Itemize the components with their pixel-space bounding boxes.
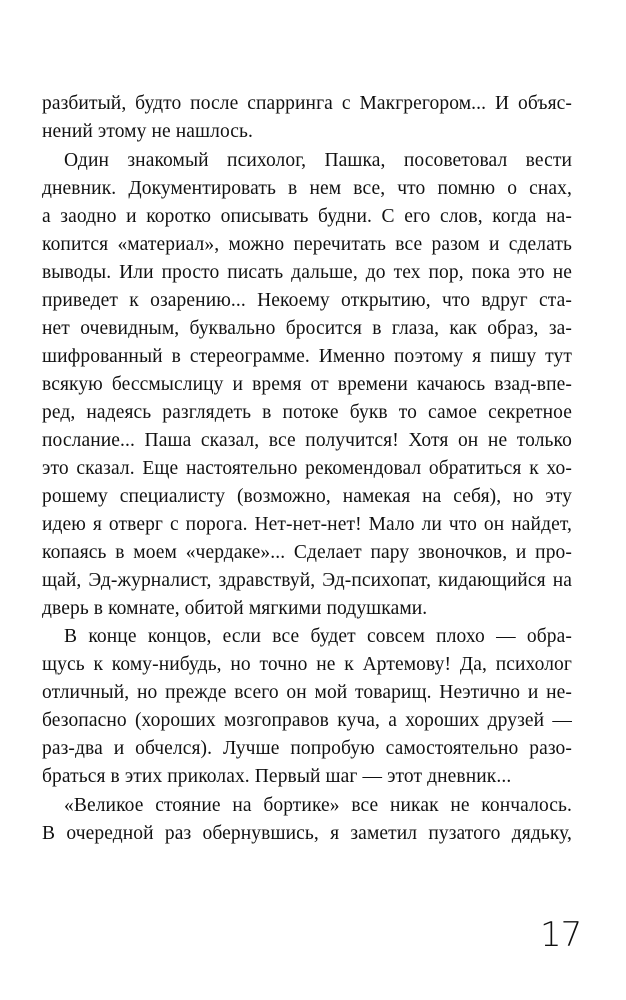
text-line: раз-два и обчелся). Лучше попробую самостоятельно разо-	[42, 738, 572, 759]
text-line: В конце концов, если все будет совсем плохо — обра-	[64, 626, 572, 647]
text-line: шифрованный в стереограмме. Именно поэтому я пишу тут	[42, 346, 572, 367]
text-line: В очередной раз обернувшись, я заметил пузатого дядьку,	[42, 823, 572, 844]
text-line: идею я отверг с порога. Нет-нет-нет! Мало ли что он найдет,	[42, 514, 572, 535]
page-number: 17	[540, 915, 582, 955]
text-line: это сказал. Еще настоятельно рекомендовал обратиться к хо-	[42, 458, 572, 479]
text-line: послание... Паша сказал, все получится! Хотя он не только	[42, 430, 572, 451]
text-line: рошему специалисту (возможно, намекая на себя), но эту	[42, 486, 572, 507]
text-line: нений этому не нашлось.	[42, 121, 254, 142]
text-line: дверь в комнате, обитой мягкими подушками.	[42, 598, 428, 619]
text-line: разбитый, будто после спарринга с Макгрегором... И объяс-	[42, 93, 572, 114]
text-line: отличный, но прежде всего он мой товарищ. Неэтично и не-	[42, 682, 572, 703]
text-line: Один знакомый психолог, Пашка, посоветовал вести	[64, 150, 572, 171]
text-line: выводы. Или просто писать дальше, до тех пор, пока это не	[42, 262, 572, 283]
text-line: приведет к озарению... Некоему открытию, что вдруг ста-	[42, 290, 572, 311]
text-line: нет очевидным, буквально бросится в глаза, как образ, за-	[42, 318, 572, 339]
text-line: браться в этих приколах. Первый шаг — этот дневник...	[42, 766, 512, 787]
text-line: щусь к кому-нибудь, но точно не к Артемову! Да, психолог	[42, 654, 572, 675]
text-line: «Великое стояние на бортике» все никак не кончалось.	[64, 795, 572, 816]
text-line: а заодно и коротко описывать будни. С его слов, когда на-	[42, 206, 572, 227]
text-line: дневник. Документировать в нем все, что помню о снах,	[42, 178, 572, 199]
text-line: безопасно (хороших мозгоправов куча, а хороших друзей —	[42, 710, 572, 731]
text-line: копаясь в моем «чердаке»... Сделает пару звоночков, и про-	[42, 542, 572, 563]
text-line: копится «материал», можно перечитать все разом и сделать	[42, 234, 572, 255]
text-line: всякую бессмыслицу и время от времени качаюсь взад-впе-	[42, 374, 572, 395]
text-line: ред, надеясь разглядеть в потоке букв то самое секретное	[42, 402, 572, 423]
text-line: щай, Эд-журналист, здравствуй, Эд-психопат, кидающийся на	[42, 570, 572, 591]
